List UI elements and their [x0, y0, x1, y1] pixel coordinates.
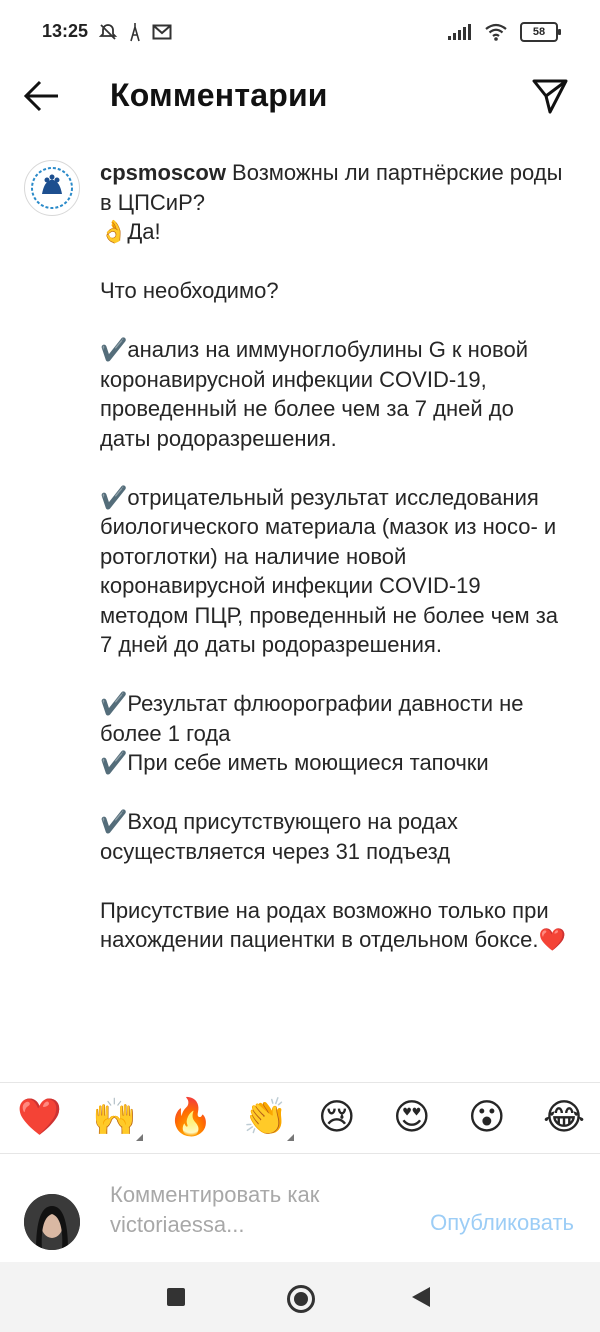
eiffel-tower-icon [128, 22, 142, 42]
top-bar [0, 64, 600, 128]
post-username[interactable]: cpsmoscow [100, 160, 226, 185]
back-arrow-icon[interactable] [22, 78, 62, 114]
emoji-reaction-bar [0, 1082, 600, 1154]
post-caption-text: Возможны ли партнёрские роды в ЦПСиР? 👌Да! Что необходимо? ✔️анализ на иммуноглобулины G к новой коронавирусной инфекции COVID-19, проведенный не более чем за 7 дней до даты родоразрешения. ✔️отрицательный результат исследования биологического материала (мазок из носо- и ротоглотки) на наличие новой коронавирусной инфекции COVID-19 методом ПЦР, проведенный не более чем за 7 дней до даты родоразрешения. ✔️Результат флюорографии давности не более 1 года ✔️При себе иметь моющиеся тапочки ✔️Вход присутствующего на родах осуществляется через 31 подъезд Присутствие на родах возможно только при нахождении пациентки в отдельном боксе.❤️ [100, 160, 566, 952]
comment-input[interactable]: Комментировать как victoriaessa... [110, 1182, 320, 1237]
post-caption [100, 158, 570, 955]
post-author-avatar[interactable] [24, 160, 80, 216]
emoji-raised-hands-glyph: 🙌 [92, 1096, 137, 1137]
emoji-laughing[interactable]: 😂 [543, 1096, 586, 1137]
clinic-logo-icon [25, 161, 79, 215]
emoji-crying[interactable]: 😢 [318, 1096, 356, 1137]
emoji-heart[interactable]: ❤️ [17, 1096, 62, 1137]
system-nav-bar [0, 1262, 600, 1332]
user-photo-icon [24, 1194, 80, 1250]
variant-indicator-icon [136, 1134, 143, 1141]
mail-icon [152, 24, 172, 40]
emoji-fire[interactable]: 🔥 [168, 1096, 213, 1137]
current-user-avatar [24, 1194, 80, 1250]
send-direct-icon[interactable] [530, 76, 570, 116]
emoji-clap-glyph: 👏 [243, 1096, 288, 1137]
post-caption-section [0, 150, 600, 1080]
emoji-raised-hands[interactable] [92, 1097, 137, 1137]
battery-indicator: 58 [520, 22, 558, 42]
bell-off-icon [98, 22, 118, 42]
home-icon[interactable] [287, 1285, 315, 1313]
signal-icon [448, 24, 472, 40]
wifi-icon [484, 23, 508, 41]
emoji-surprised[interactable]: 😮 [468, 1096, 506, 1137]
status-time: 13:25 [42, 21, 89, 41]
recents-icon[interactable] [167, 1288, 185, 1306]
emoji-heart-eyes[interactable]: 😍 [393, 1096, 431, 1137]
status-bar [0, 0, 600, 64]
publish-button[interactable]: Опубликовать [430, 1210, 574, 1235]
page-title: Комментарии [110, 77, 328, 113]
nav-back-icon[interactable] [412, 1287, 430, 1307]
variant-indicator-icon [287, 1134, 294, 1141]
comment-composer [0, 1160, 600, 1260]
emoji-clap[interactable] [243, 1097, 288, 1137]
